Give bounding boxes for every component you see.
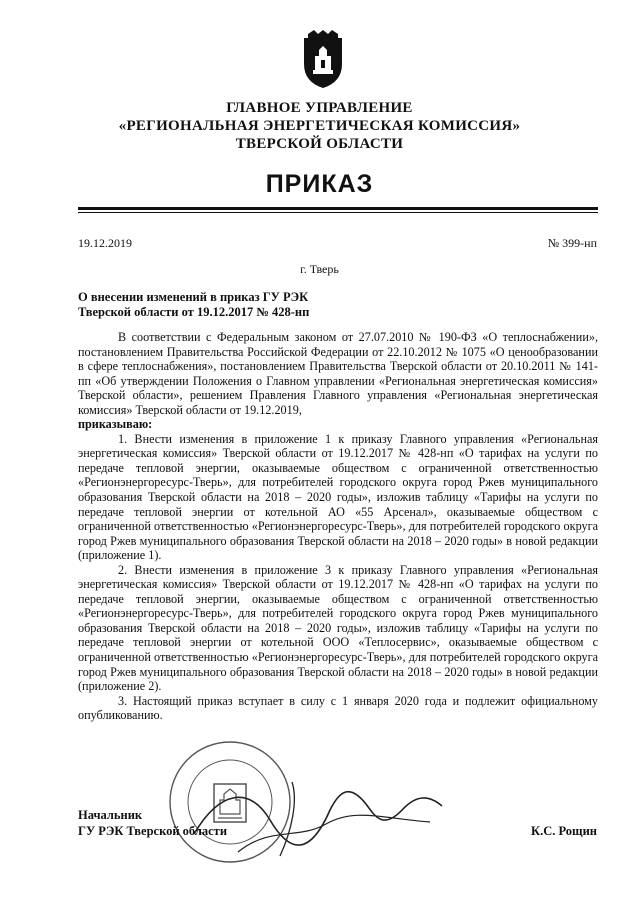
signatory-name: К.С. Рощин [531, 824, 597, 838]
signatory-position-line-1: Начальник [78, 808, 143, 822]
order-item-1: 1. Внести изменения в приложение 1 к приказу Главного управления «Региональная энергетическая комиссия» Тверской области от 19.12.2017 № 428-нп «О тарифах на услуги по передаче тепловой энергии, оказываемые обществом с ограниченной ответственностью «Регионэнергоресурс-Тверь», для потребителей городского округа город Ржев муниципального образования Тверской области на 2018 – 2020 годы», изложив таблицу «Тарифы на услуги по передаче тепловой энергии от котельной АО «55 Арсенал», оказываемые обществом с ограниченной ответственностью «Регионэнергоресурс-Тверь», для потребителей городского округа город Ржев муниципального образования Тверской области на 2018 – 2020 годы» в новой редакции (приложение 1). [78, 431, 598, 563]
header-rule-thick [78, 207, 598, 210]
preamble-paragraph: В соответствии с Федеральным законом от 27.07.2010 № 190-ФЗ «О теплоснабжении», постановлением Правительства Российской Федерации от 22.10.2012 № 1075 «О ценообразовании в сфере теплоснабжения», постановлением Правительства Тверской области от 20.10.2011 № 141-пп «Об утверждении Положения о Главном управлении «Региональная энергетическая комиссия» Тверской области», решением Правления Главного управления «Региональная энергетическая комиссия» Тверской области от 19.12.2019, [78, 330, 598, 417]
subject-line-1: О внесении изменений в приказ ГУ РЭК [78, 290, 309, 304]
order-word: приказываю: [78, 417, 153, 432]
document-number: № 399-нп [547, 236, 597, 250]
org-name-line-3: ТВЕРСКОЙ ОБЛАСТИ [235, 136, 404, 152]
header-rule-thin [78, 212, 598, 213]
document-subject [78, 290, 378, 320]
document-date: 19.12.2019 [78, 236, 132, 250]
tver-coat-of-arms-icon [300, 30, 346, 90]
signatory-position [78, 807, 227, 839]
document-city: г. Тверь [300, 262, 339, 276]
signatory-position-line-2: ГУ РЭК Тверской области [78, 824, 228, 838]
document-body [78, 330, 598, 723]
document-type-title: ПРИКАЗ [265, 170, 374, 198]
order-item-3: 3. Настоящий приказ вступает в силу с 1 января 2020 года и подлежит официальному опубликованию. [78, 693, 598, 723]
org-name-line-1: ГЛАВНОЕ УПРАВЛЕНИЕ [226, 100, 413, 116]
subject-line-2: Тверской области от 19.12.2017 № 428-нп [78, 305, 310, 319]
order-item-2: 2. Внести изменения в приложение 3 к приказу Главного управления «Региональная энергетическая комиссия» Тверской области от 19.12.2017 № 428-нп «О тарифах на услуги по передаче тепловой энергии, оказываемые обществом с ограниченной ответственностью «Регионэнергоресурс-Тверь», для потребителей городского округа город Ржев муниципального образования Тверской области на 2018 – 2020 годы», изложив таблицу «Тарифы на услуги по передаче тепловой энергии от котельной ООО «Теплосервис», оказываемые обществом с ограниченной ответственностью «Регионэнергоресурс-Тверь», для потребителей городского округа город Ржев муниципального образования Тверской области на 2018 – 2020 годы» в новой редакции (приложение 2). [78, 562, 598, 694]
org-name-line-2: «РЕГИОНАЛЬНАЯ ЭНЕРГЕТИЧЕСКАЯ КОМИССИЯ» [118, 118, 521, 134]
